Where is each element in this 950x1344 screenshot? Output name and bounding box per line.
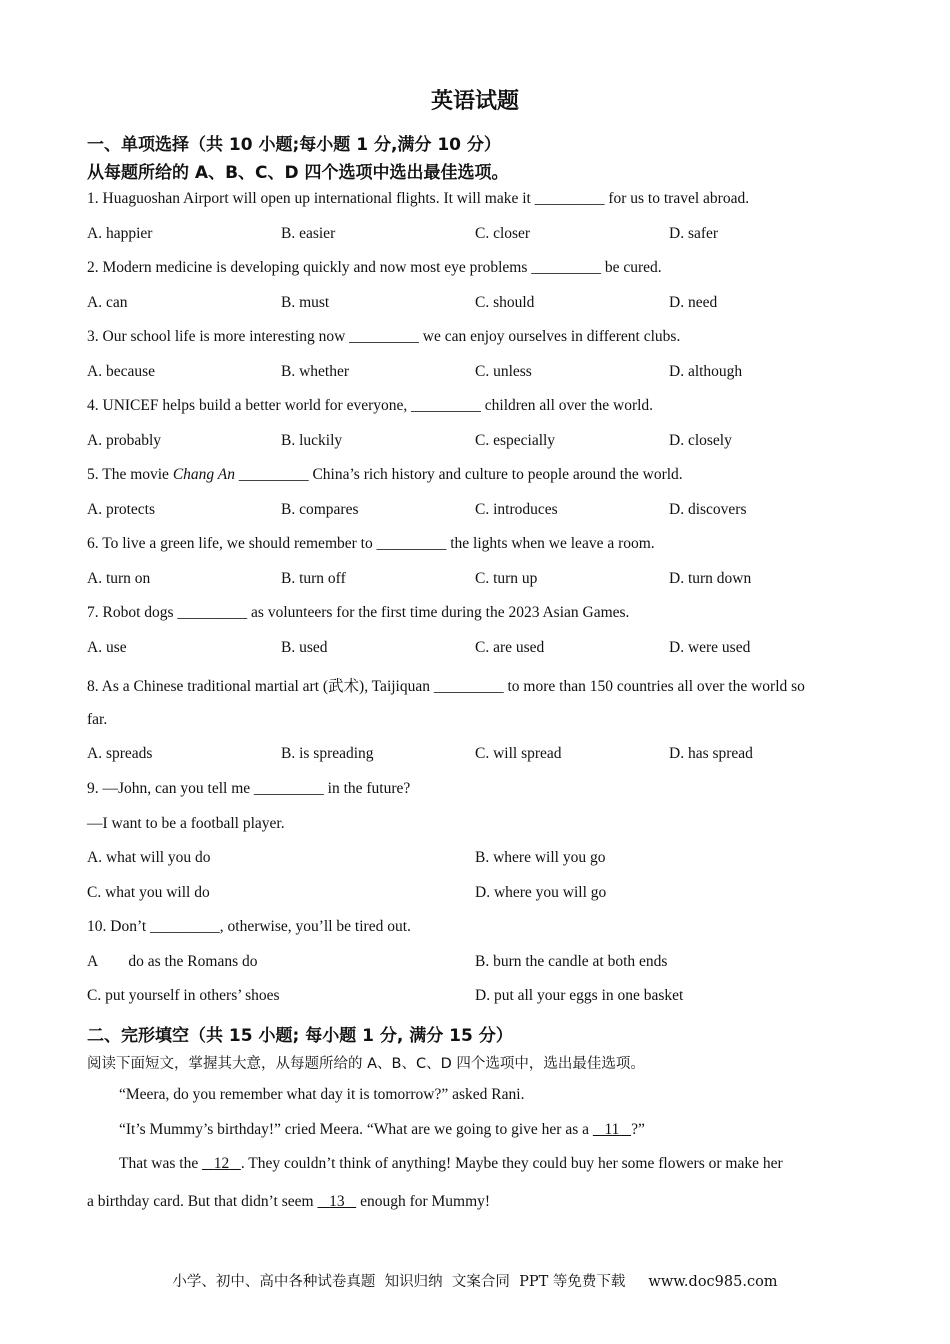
blank-13	[317, 1193, 356, 1210]
question-7-stem: 7. Robot dogs _________ as volunteers for the first time during the 2023 Asian Games.	[87, 604, 630, 621]
question-8-option-d: D. has spread	[669, 745, 753, 762]
question-10-option-c: C. put yourself in others’ shoes	[87, 987, 280, 1004]
question-10-option-a: A do as the Romans do	[87, 953, 258, 970]
passage-paragraph-4-pre: a birthday card. But that didn’t seem	[87, 1193, 318, 1210]
question-10-stem: 10. Don’t _________, otherwise, you’ll be tired out.	[87, 918, 411, 935]
blank-13-number: 13	[329, 1193, 345, 1210]
blank-11-number: 11	[604, 1121, 620, 1138]
passage-paragraph-4-post: enough for Mummy!	[356, 1193, 491, 1210]
question-8-option-a: A. spreads	[87, 745, 153, 762]
question-3-option-a: A. because	[87, 363, 155, 380]
question-5-stem	[87, 466, 683, 484]
question-6-option-d: D. turn down	[669, 570, 752, 587]
section2-instruction: 阅读下面短文，掌握其大意，从每题所给的 A、B、C、D 四个选项中，选出最佳选项。	[87, 1056, 645, 1072]
question-3-option-b: B. whether	[281, 363, 350, 380]
question-1-option-b: B. easier	[281, 225, 336, 242]
question-5-option-b: B. compares	[281, 501, 359, 518]
section1-heading: 一、单项选择（共 10 小题;每小题 1 分,满分 10 分）	[87, 135, 501, 155]
question-5-option-a: A. protects	[87, 501, 156, 518]
question-2-option-b: B. must	[281, 294, 330, 311]
question-9-option-a: A. what will you do	[87, 849, 211, 866]
passage-paragraph-3-pre: That was the	[119, 1155, 203, 1172]
question-2-option-a: A. can	[87, 294, 128, 311]
question-4-option-b: B. luckily	[281, 432, 343, 449]
movie-title: Chang An	[172, 466, 235, 483]
question-3-option-d: D. although	[669, 363, 743, 380]
question-1-option-d: D. safer	[669, 225, 719, 242]
question-9-stem: 9. —John, can you tell me _________ in the future?	[87, 780, 411, 797]
section1-instruction: 从每题所给的 A、B、C、D 四个选项中选出最佳选项。	[87, 163, 509, 183]
question-9-answer-line: —I want to be a football player.	[87, 815, 285, 832]
question-2-option-c: C. should	[475, 294, 535, 311]
passage-paragraph-3	[119, 1155, 783, 1173]
question-2-stem: 2. Modern medicine is developing quickly and now most eye problems _________ be cured.	[87, 259, 662, 276]
question-8-option-c: C. will spread	[475, 745, 562, 762]
question-8-option-b: B. is spreading	[281, 745, 374, 762]
question-5-option-c: C. introduces	[475, 501, 558, 518]
question-6-option-b: B. turn off	[281, 570, 346, 587]
question-4-option-c: C. especially	[475, 432, 556, 449]
question-8-stem: 8. As a Chinese traditional martial art (武术), Taijiquan _________ to more than 150 countries all over the world so	[87, 678, 805, 695]
passage-paragraph-2-post: ?”	[631, 1121, 645, 1138]
question-1-stem: 1. Huaguoshan Airport will open up international flights. It will make it _________ for us to travel abroad.	[87, 190, 750, 207]
question-9-option-c: C. what you will do	[87, 884, 210, 901]
blank-11	[593, 1121, 631, 1138]
question-10-option-b: B. burn the candle at both ends	[475, 953, 668, 970]
section2-heading: 二、完形填空（共 15 小题; 每小题 1 分, 满分 15 分）	[87, 1026, 513, 1046]
question-5-stem-post: _________ China’s rich history and culture to people around the world.	[234, 466, 683, 483]
question-6-stem: 6. To live a green life, we should remember to _________ the lights when we leave a room.	[87, 535, 655, 552]
passage-paragraph-1: “Meera, do you remember what day it is tomorrow?” asked Rani.	[119, 1086, 525, 1103]
passage-paragraph-2	[119, 1121, 645, 1139]
question-9-option-b: B. where will you go	[475, 849, 606, 866]
question-4-option-d: D. closely	[669, 432, 732, 449]
question-8-stem-continued: far.	[87, 711, 108, 728]
blank-12-number: 12	[213, 1155, 230, 1172]
question-1-option-a: A. happier	[87, 225, 153, 242]
question-7-option-d: D. were used	[669, 639, 751, 656]
passage-paragraph-2-pre: “It’s Mummy’s birthday!” cried Meera. “What are we going to give her as a	[119, 1121, 593, 1138]
question-6-option-a: A. turn on	[87, 570, 151, 587]
question-3-option-c: C. unless	[475, 363, 532, 380]
question-3-stem: 3. Our school life is more interesting now _________ we can enjoy ourselves in different clubs.	[87, 328, 681, 345]
blank-12	[202, 1155, 241, 1172]
passage-paragraph-3-continued	[87, 1193, 490, 1211]
question-1-option-c: C. closer	[475, 225, 531, 242]
page-title: 英语试题	[430, 89, 519, 114]
question-5-option-d: D. discovers	[669, 501, 747, 518]
page-footer: 小学、初中、高中各种试卷真题 知识归纳 文案合同 PPT 等免费下载 www.doc985.com	[172, 1274, 778, 1290]
question-5-stem-pre: 5. The movie	[87, 466, 173, 483]
question-10-option-d: D. put all your eggs in one basket	[475, 987, 684, 1004]
question-6-option-c: C. turn up	[475, 570, 538, 587]
question-7-option-c: C. are used	[475, 639, 545, 656]
question-9-option-d: D. where you will go	[475, 884, 607, 901]
question-4-option-a: A. probably	[87, 432, 162, 449]
question-4-stem: 4. UNICEF helps build a better world for everyone, _________ children all over the world.	[87, 397, 654, 414]
question-2-option-d: D. need	[669, 294, 718, 311]
question-7-option-a: A. use	[87, 639, 127, 656]
passage-paragraph-3-post: . They couldn’t think of anything! Maybe they could buy her some flowers or make her	[240, 1155, 783, 1172]
question-7-option-b: B. used	[281, 639, 328, 656]
